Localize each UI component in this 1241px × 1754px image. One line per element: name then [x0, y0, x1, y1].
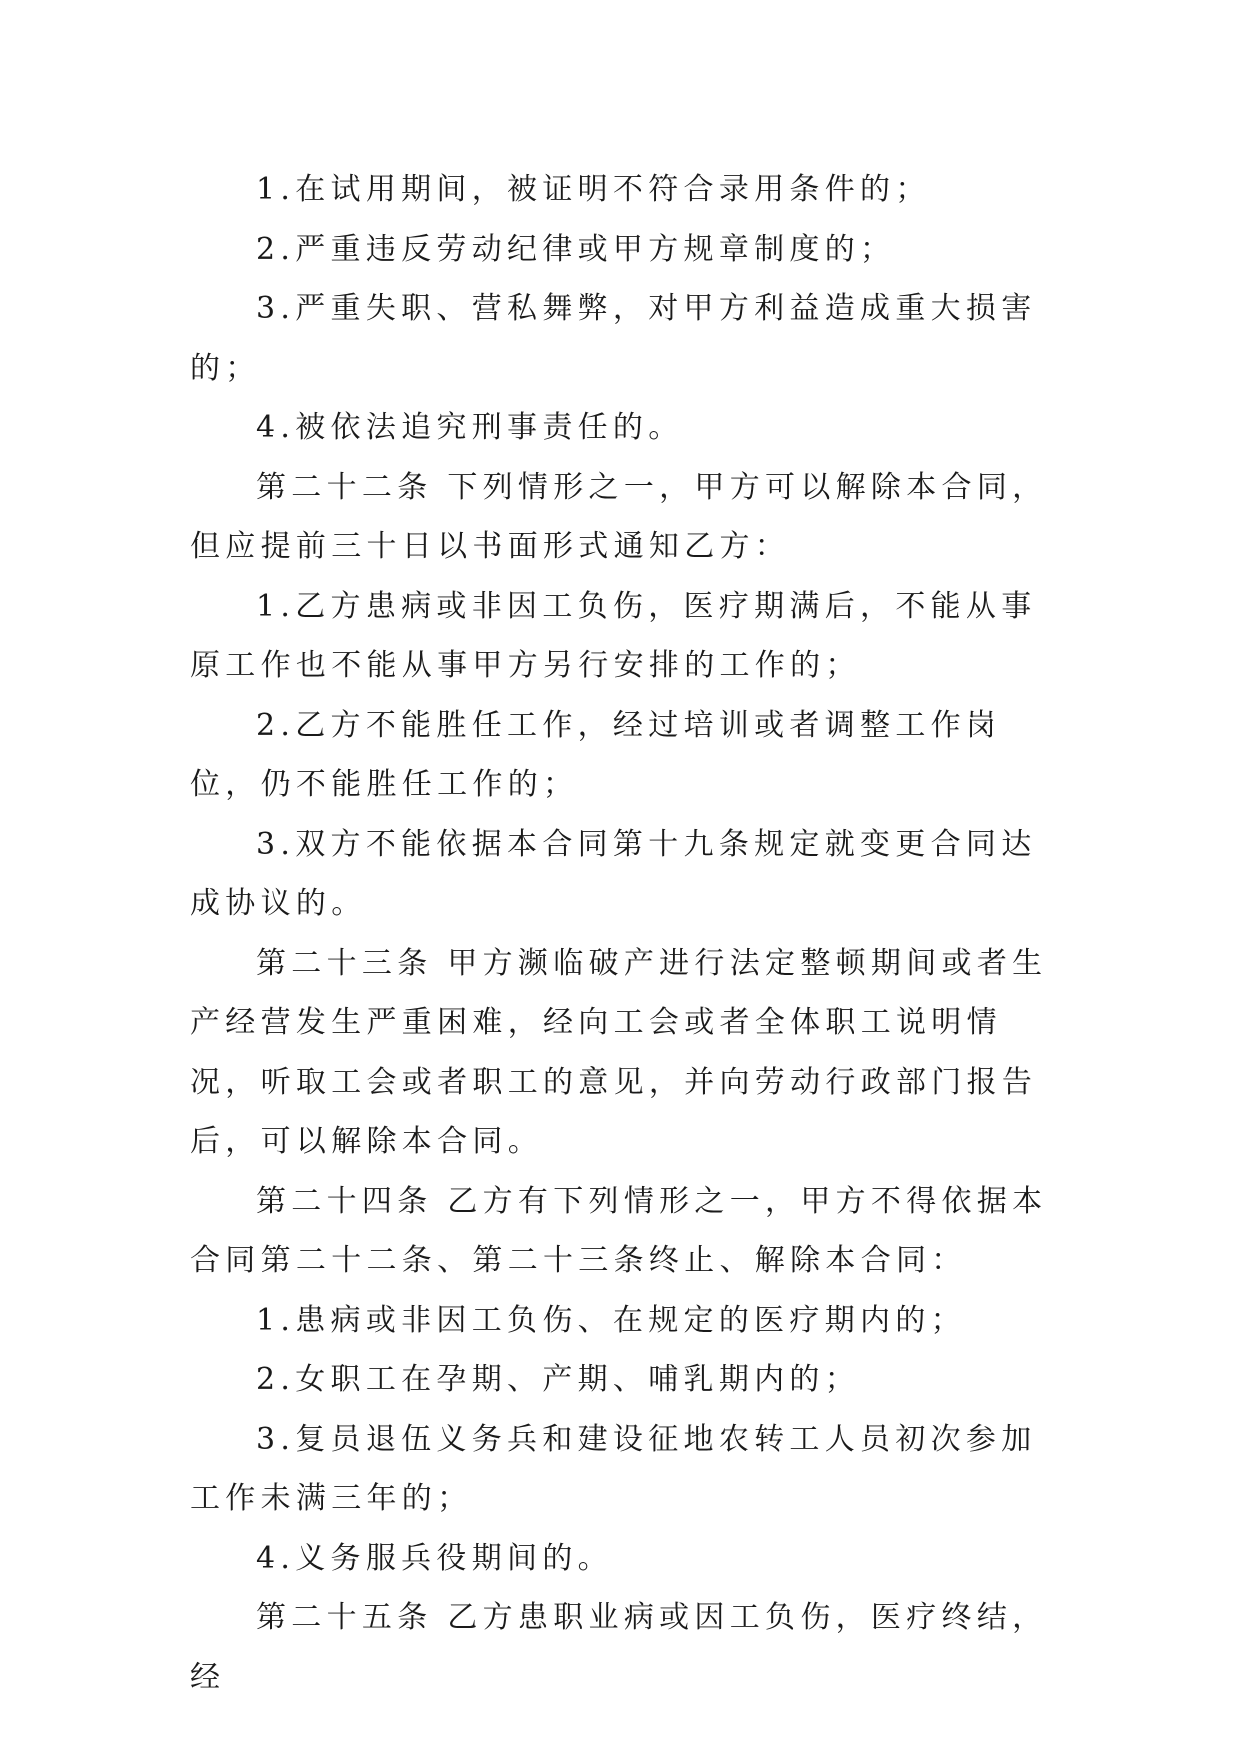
article-22: 第二十二条 下列情形之一，甲方可以解除本合同，但应提前三十日以书面形式通知乙方： — [190, 469, 1048, 564]
paragraph-item-2: 2.严重违反劳动纪律或甲方规章制度的； — [256, 231, 896, 267]
article-24-item-1: 1.患病或非因工负伤、在规定的医疗期内的； — [256, 1302, 966, 1338]
article-24-item-4: 4.义务服兵役期间的。 — [256, 1540, 613, 1576]
paragraph-item-3: 3.严重失职、营私舞弊，对甲方利益造成重大损害的； — [190, 291, 1037, 386]
paragraph-item-4: 4.被依法追究刑事责任的。 — [256, 410, 684, 445]
article-22-item-1: 1.乙方患病或非因工负伤，医疗期满后，不能从事原工作也不能从事甲方另行安排的工作的； — [190, 588, 1037, 683]
article-24-item-2: 2.女职工在孕期、产期、哺乳期内的； — [256, 1362, 861, 1397]
article-24-item-3: 3.复员退伍义务兵和建设征地农转工人员初次参加工作未满三年的； — [190, 1421, 1037, 1516]
article-25: 第二十五条 乙方患职业病或因工负伤，医疗终结，经 — [190, 1600, 1048, 1695]
article-22-item-2: 2.乙方不能胜任工作，经过培训或者调整工作岗位，仍不能胜任工作的； — [190, 707, 1002, 802]
document-body — [190, 160, 1060, 1707]
article-22-item-3: 3.双方不能依据本合同第十九条规定就变更合同达成协议的。 — [190, 826, 1037, 921]
article-23: 第二十三条 甲方濒临破产进行法定整顿期间或者生产经营发生严重困难，经向工会或者全体职工说明情况，听取工会或者职工的意见，并向劳动行政部门报告后，可以解除本合同。 — [190, 945, 1048, 1159]
paragraph-item-1: 1.在试用期间，被证明不符合录用条件的； — [256, 172, 931, 207]
article-24: 第二十四条 乙方有下列情形之一，甲方不得依据本合同第二十二条、第二十三条终止、解除本合同： — [190, 1183, 1048, 1278]
